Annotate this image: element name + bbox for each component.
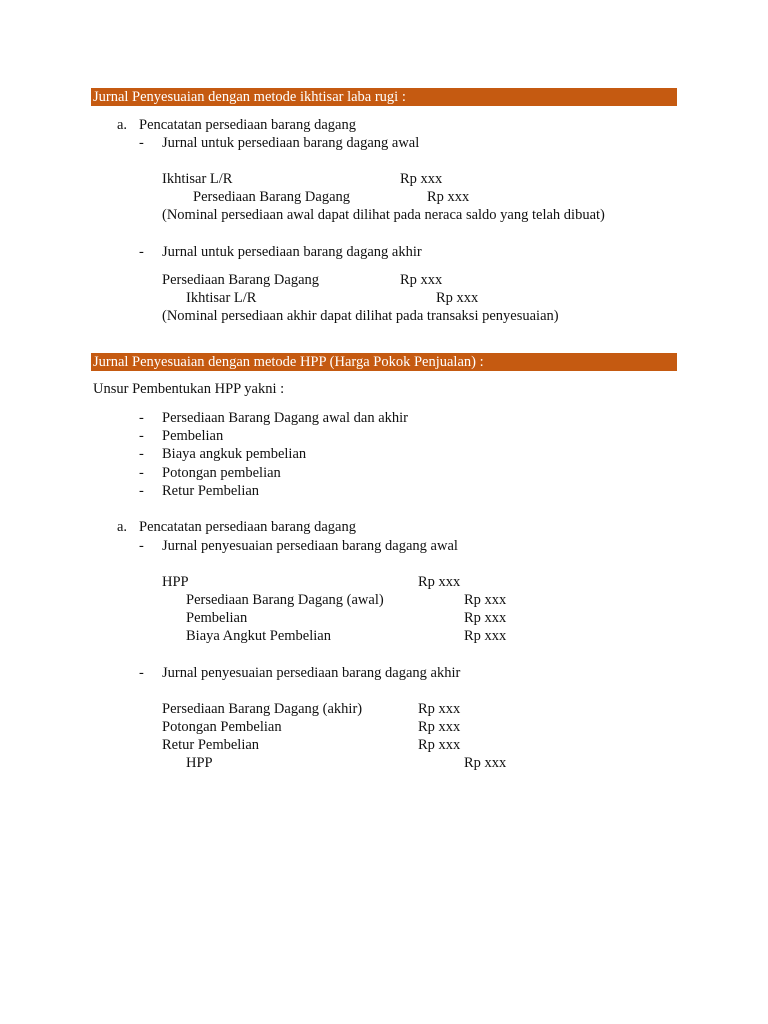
dash-marker: -: [139, 665, 144, 681]
dash-marker: -: [139, 135, 144, 151]
journal-debit-amount: Rp xxx: [400, 171, 443, 187]
dash-marker: -: [139, 483, 144, 499]
dash-marker: -: [139, 428, 144, 444]
dash-marker: -: [139, 446, 144, 462]
journal-debit-amount: Rp xxx: [418, 719, 461, 735]
journal-title: Jurnal penyesuaian persediaan barang dagang akhir: [162, 665, 461, 681]
journal-credit-account: Persediaan Barang Dagang (awal): [186, 592, 384, 608]
dash-marker: -: [139, 410, 144, 426]
journal-credit-account: Ikhtisar L/R: [186, 290, 257, 306]
journal-credit-amount: Rp xxx: [464, 610, 507, 626]
list-marker: a.: [117, 117, 128, 133]
journal-credit-amount: Rp xxx: [436, 290, 479, 306]
journal-title: Jurnal untuk persediaan barang dagang akhir: [162, 244, 422, 260]
journal-debit-account: Retur Pembelian: [162, 737, 260, 753]
dash-marker: -: [139, 465, 144, 481]
journal-debit-account: Persediaan Barang Dagang (akhir): [162, 701, 363, 717]
section-heading-ikhtisar: Jurnal Penyesuaian dengan metode ikhtisar laba rugi :: [91, 88, 677, 106]
journal-title: Jurnal penyesuaian persediaan barang dagang awal: [162, 538, 458, 554]
journal-credit-amount: Rp xxx: [464, 592, 507, 608]
journal-note: (Nominal persediaan akhir dapat dilihat pada transaksi penyesuaian): [162, 308, 559, 324]
journal-debit-amount: Rp xxx: [400, 272, 443, 288]
journal-credit-account: Pembelian: [186, 610, 248, 626]
item-title: Pencatatan persediaan barang dagang: [139, 117, 356, 133]
journal-credit-account: Biaya Angkut Pembelian: [186, 628, 331, 644]
journal-debit-amount: Rp xxx: [418, 574, 461, 590]
journal-debit-amount: Rp xxx: [418, 701, 461, 717]
intro-text: Unsur Pembentukan HPP yakni :: [93, 381, 285, 397]
journal-debit-account: Persediaan Barang Dagang: [162, 272, 320, 288]
journal-note: (Nominal persediaan awal dapat dilihat pada neraca saldo yang telah dibuat): [162, 207, 605, 223]
journal-debit-account: Potongan Pembelian: [162, 719, 282, 735]
list-item: Pembelian: [162, 428, 224, 444]
list-item: Potongan pembelian: [162, 465, 281, 481]
journal-debit-account: Ikhtisar L/R: [162, 171, 233, 187]
list-marker: a.: [117, 519, 128, 535]
journal-credit-account: HPP: [186, 755, 213, 771]
list-item: Biaya angkuk pembelian: [162, 446, 307, 462]
journal-credit-account: Persediaan Barang Dagang: [193, 189, 351, 205]
section-heading-hpp: Jurnal Penyesuaian dengan metode HPP (Harga Pokok Penjualan) :: [91, 353, 677, 371]
journal-debit-amount: Rp xxx: [418, 737, 461, 753]
journal-credit-amount: Rp xxx: [464, 628, 507, 644]
journal-credit-amount: Rp xxx: [427, 189, 470, 205]
list-item: Persediaan Barang Dagang awal dan akhir: [162, 410, 408, 426]
journal-credit-amount: Rp xxx: [464, 755, 507, 771]
item-title: Pencatatan persediaan barang dagang: [139, 519, 356, 535]
journal-debit-account: HPP: [162, 574, 189, 590]
list-item: Retur Pembelian: [162, 483, 260, 499]
journal-title: Jurnal untuk persediaan barang dagang awal: [162, 135, 420, 151]
dash-marker: -: [139, 538, 144, 554]
dash-marker: -: [139, 244, 144, 260]
